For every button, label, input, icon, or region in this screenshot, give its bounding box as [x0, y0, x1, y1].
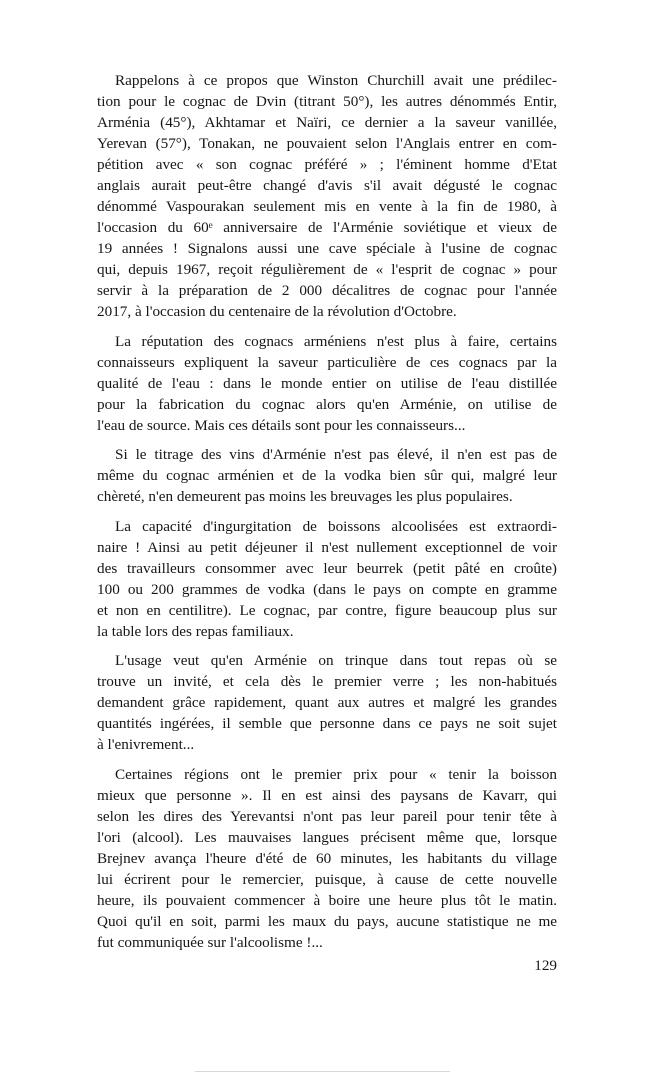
text-line: l'ori (alcool). Les mauvaises langues précisent même que, lorsque: [97, 828, 557, 846]
text-line: chèreté, n'en demeurent pas moins les breuvages les plus populaires.: [97, 488, 513, 505]
text-line: l'occasion du 60ᵉ anniversaire de l'Arménie soviétique et vieux de: [97, 219, 557, 236]
text-line: Quoi qu'il en soit, parmi les maux du pays, aucune statistique ne me: [97, 912, 557, 930]
text-line: tion pour le cognac de Dvin (titrant 50°), les autres dénommés Entir,: [97, 93, 557, 110]
paragraph: [97, 444, 557, 507]
paragraph: [97, 516, 557, 642]
text-line: Yerevan (57°), Tonakan, ne pouvaient selon l'Anglais entrer en com-: [97, 135, 557, 152]
text-line: l'eau de source. Mais ces détails sont pour les connaisseurs...: [97, 416, 466, 434]
text-line: selon les dires des Yerevantsi n'ont pas leur pareil pour tenir tête à: [97, 807, 557, 825]
text-line: pétition avec « son cognac préféré » ; l'éminent homme d'Etat: [97, 156, 557, 173]
text-line: qualité de l'eau : dans le monde entier on utilise de l'eau distillée: [97, 374, 557, 392]
text-line: Certaines régions ont le premier prix pour « tenir la boisson: [115, 765, 557, 783]
text-line: Arménia (45°), Akhtamar et Naïri, ce dernier a la saveur vanillée,: [97, 114, 557, 131]
scan-edge-line: [195, 1071, 450, 1072]
text-line: Si le titrage des vins d'Arménie n'est pas élevé, il n'en est pas de: [115, 446, 557, 463]
text-line: qui, depuis 1967, reçoit régulièrement de « l'esprit de cognac » pour: [97, 261, 557, 278]
paragraph: [97, 650, 557, 755]
text-line: connaisseurs expliquent la saveur particulière de ces cognacs par la: [97, 353, 557, 371]
body-text: [97, 70, 557, 961]
text-line: 19 années ! Signalons aussi une cave spéciale à l'usine de cognac: [97, 240, 557, 257]
text-line: heure, ils pouvaient commencer à boire une heure plus tôt le matin.: [97, 891, 557, 909]
text-line: à l'enivrement...: [97, 736, 195, 753]
paragraph: [97, 331, 557, 436]
text-line: même du cognac arménien et de la vodka bien sûr qui, malgré leur: [97, 467, 557, 484]
text-line: 2017, à l'occasion du centenaire de la révolution d'Octobre.: [97, 303, 457, 320]
text-line: naire ! Ainsi au petit déjeuner il n'est nullement exceptionnel de voir: [97, 538, 557, 556]
text-line: et non en centilitre). Le cognac, par contre, figure beaucoup plus sur: [97, 601, 557, 619]
text-line: La réputation des cognacs arméniens n'est plus à faire, certains: [115, 332, 557, 350]
text-line: pour la fabrication du cognac alors qu'en Arménie, on utilise de: [97, 395, 557, 413]
text-line: des travailleurs consommer avec leur beurrek (petit pâté en croûte): [97, 559, 557, 577]
text-line: quantités ingérées, il semble que personne dans ce pays ne soit sujet: [97, 715, 557, 732]
text-line: fut communiquée sur l'alcoolisme !...: [97, 933, 323, 951]
page-number: 129: [534, 957, 557, 974]
text-line: La capacité d'ingurgitation de boissons alcoolisées est extraordi-: [115, 517, 557, 535]
paragraph: [97, 70, 557, 322]
text-line: trouve un invité, et cela dès le premier verre ; les non-habitués: [97, 673, 557, 690]
text-line: 100 ou 200 grammes de vodka (dans le pays on compte en gramme: [97, 580, 557, 598]
text-line: servir à la préparation de 2 000 décalitres de cognac pour l'année: [97, 282, 557, 299]
text-line: Brejnev avança l'heure d'été de 60 minutes, les habitants du village: [97, 849, 557, 867]
text-line: la table lors des repas familiaux.: [97, 622, 294, 640]
text-line: lui écrirent pour le remercier, puisque, à cause de cette nouvelle: [97, 870, 557, 888]
paragraph: [97, 764, 557, 953]
text-line: L'usage veut qu'en Arménie on trinque dans tout repas où se: [115, 652, 557, 669]
text-line: mieux que personne ». Il en est ainsi des paysans de Kavarr, qui: [97, 786, 557, 804]
text-line: Rappelons à ce propos que Winston Churchill avait une prédilec-: [115, 72, 557, 89]
text-line: dénommé Vaspourakan seulement mis en vente à la fin de 1980, à: [97, 198, 557, 215]
text-line: anglais aurait peut-être changé d'avis s'il avait dégusté le cognac: [97, 177, 557, 194]
text-line: demandent grâce rapidement, quant aux autres et malgré les grandes: [97, 694, 557, 711]
